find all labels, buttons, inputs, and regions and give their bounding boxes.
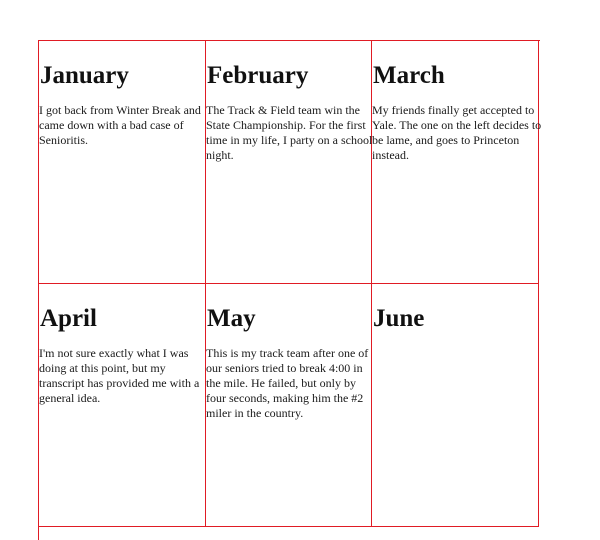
month-cell-may xyxy=(206,284,372,527)
month-description-may: This is my track team after one of our seniors tried to break 4:00 in the mile. He failed, but only by four seconds, making him the #2 miler in the country. xyxy=(206,346,369,420)
month-description-february: The Track & Field team win the State Championship. For the first time in my life, I party on a school night. xyxy=(206,103,373,162)
month-cell-march xyxy=(372,41,542,284)
month-cell-june xyxy=(372,284,539,527)
month-description-january: I got back from Winter Break and came down with a bad case of Senioritis. xyxy=(39,103,201,147)
month-title-april: April xyxy=(40,305,97,332)
calendar-grid xyxy=(38,40,540,540)
month-cell-january xyxy=(39,41,206,284)
month-description-april: I'm not sure exactly what I was doing at this point, but my transcript has provided me with a general idea. xyxy=(39,346,200,405)
month-title-january: January xyxy=(40,62,129,89)
month-cell-april xyxy=(39,284,206,527)
month-title-february: February xyxy=(207,62,309,89)
month-title-march: March xyxy=(373,62,445,89)
month-title-may: May xyxy=(207,305,256,332)
month-description-march: My friends finally get accepted to Yale. The one on the left decides to be lame, and goes to Princeton instead. xyxy=(372,103,542,162)
month-cell-february xyxy=(206,41,372,284)
month-title-june: June xyxy=(373,305,425,332)
